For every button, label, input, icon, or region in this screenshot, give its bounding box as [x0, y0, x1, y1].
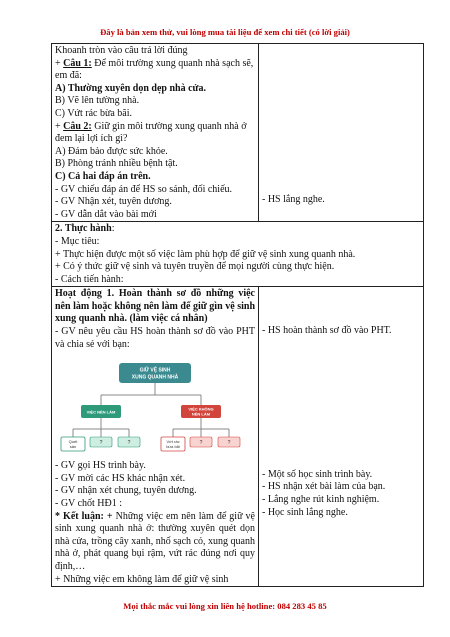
- diagram-left-branch-node: [81, 405, 121, 418]
- q2-option-b: B) Phòng tránh nhiều bệnh tật.: [55, 158, 178, 170]
- diagram-right-leaf-1: [161, 437, 185, 451]
- diagram-right-leaf-3: [218, 437, 240, 447]
- diagram-left-leaf-2-label: ?: [99, 440, 103, 447]
- lesson-page: [51, 43, 417, 585]
- q1-option-b: B) Vẽ lên tường nhà.: [55, 95, 140, 107]
- diagram-right-leaf-1-label-1: Vứt rác: [166, 439, 180, 445]
- diagram-left-branch-label: VIỆC NÊN LÀM: [86, 409, 116, 415]
- activity-student-step: - Học sinh lắng nghe.: [262, 506, 348, 518]
- activity-title: Hoạt động 1. Hoàn thành sơ đồ những việc nên làm hoặc không nên làm để giữ gìn vệ sinh xung quanh nhà. (làm việc cá nhân): [55, 288, 255, 325]
- practice-goal-label: - Mục tiêu:: [55, 235, 100, 247]
- activity-instruction: - GV nêu yêu cầu HS hoàn thành sơ đồ vào PHT và chia sẻ với bạn:: [55, 326, 255, 350]
- q2-prefix: +: [55, 120, 64, 132]
- q2-option-a: A) Đảm bảo được sức khỏe.: [55, 145, 168, 157]
- lesson-table: [51, 43, 424, 587]
- activity-teacher-step: - GV chốt HĐ1 :: [55, 498, 123, 510]
- activity-teacher-cell: [52, 287, 259, 587]
- diagram-left-leaf-1-label-2: sân: [69, 444, 77, 450]
- diagram-root-node: [119, 363, 191, 383]
- q1-option-c: C) Vứt rác bừa bãi.: [55, 107, 133, 119]
- quiz-teacher-step: - GV chiếu đáp án để HS so sánh, đối chiếu.: [55, 183, 233, 195]
- activity-teacher-step: - GV gọi HS trình bày.: [55, 460, 146, 472]
- diagram-right-branch-label-1: VIỆC KHÔNG: [188, 406, 214, 412]
- practice-method: - Cách tiến hành:: [55, 273, 124, 285]
- quiz-teacher-step: - GV Nhận xét, tuyên dương.: [55, 196, 172, 208]
- diagram-right-leaf-2: [190, 437, 212, 447]
- diagram-root-label-1: GIỮ VỆ SINH: [139, 367, 171, 374]
- quiz-student-cell: [259, 44, 424, 222]
- q1-text: Để môi trường xung quanh nhà sạch sẽ, em đã:: [55, 57, 254, 82]
- activity-conclusion: [55, 511, 255, 574]
- activity-student-step: - Một số học sinh trình bày.: [262, 468, 373, 480]
- practice-goal: + Thực hiện được một số việc làm phù hợp để giữ vệ sinh xung quanh nhà.: [55, 248, 356, 260]
- diagram-left-leaf-3: [118, 437, 140, 447]
- activity-row: [52, 287, 424, 587]
- q2-option-c: C) Cả hai đáp án trên.: [55, 170, 151, 182]
- diagram-root-label-2: XUNG QUANH NHÀ: [131, 374, 179, 381]
- quiz-teacher-cell: [52, 44, 259, 222]
- q2-label: Câu 2:: [63, 120, 92, 132]
- diagram-right-leaf-2-label: ?: [199, 440, 203, 447]
- question-1: [55, 58, 255, 83]
- quiz-student-step: - HS lắng nghe.: [262, 194, 325, 205]
- diagram-right-leaf-1-label-2: bừa bãi: [166, 444, 180, 450]
- activity-student-step: - HS nhận xét bài làm của bạn.: [262, 481, 386, 493]
- practice-cell: [52, 222, 424, 287]
- practice-row: [52, 222, 424, 287]
- footer-banner: Mọi thắc mắc vui lòng xin liên hệ hotline: 084 283 45 85: [123, 601, 327, 611]
- mind-map-diagram: [55, 353, 255, 459]
- header-banner: Đây là bản xem thử, vui lòng mua tài liệu để xem chi tiết (có lời giải): [100, 27, 350, 37]
- diagram-left-leaf-3-label: ?: [127, 440, 131, 447]
- activity-student-step: - Lắng nghe rút kinh nghiệm.: [262, 494, 380, 506]
- quiz-intro: Khoanh tròn vào câu trả lời đúng: [55, 45, 188, 56]
- diagram-right-branch-label-2: NÊN LÀM: [191, 411, 211, 417]
- quiz-teacher-step: - GV dẫn dắt vào bài mới: [55, 208, 157, 220]
- q1-option-a: A) Thường xuyên dọn dẹp nhà cửa.: [55, 82, 207, 94]
- conclusion-label: * Kết luận: +: [55, 510, 113, 522]
- activity-conclusion-2: + Những việc em không làm để giữ vệ sinh: [55, 573, 229, 585]
- q1-prefix: +: [55, 57, 64, 69]
- activity-teacher-step: - GV mời các HS khác nhận xét.: [55, 472, 186, 484]
- quiz-row: [52, 44, 424, 222]
- diagram-right-branch-node: [181, 405, 221, 418]
- question-2: [55, 121, 255, 146]
- conclusion-text: Những việc em nên làm để giữ vệ sinh xung quanh nhà ở: thường xuyên quét dọn nhà cửa, trồng cây xanh, nhổ sạch cỏ, xung quanh nhà ở, phát quang bụi rậm, vứt rác đúng nơi quy định,…: [55, 510, 255, 572]
- q1-label: Câu 1:: [63, 57, 92, 69]
- practice-title-suffix: :: [111, 223, 115, 235]
- diagram-left-leaf-1: [61, 437, 85, 451]
- diagram-left-leaf-1-label-1: Quét: [68, 439, 78, 445]
- activity-student-cell: [259, 287, 424, 587]
- diagram-left-leaf-2: [90, 437, 112, 447]
- diagram-right-leaf-3-label: ?: [227, 440, 231, 447]
- practice-goal: + Có ý thức giữ vệ sinh và tuyên truyền để mọi người cùng thực hiện.: [55, 261, 335, 273]
- q2-text: Giữ gìn môi trường xung quanh nhà ở đem lại lợi ích gì?: [55, 120, 247, 145]
- practice-title-text: 2. Thực hành: [55, 223, 112, 235]
- activity-teacher-step: - GV nhận xét chung, tuyên dương.: [55, 485, 197, 497]
- activity-student-response: - HS hoàn thành sơ đồ vào PHT.: [262, 325, 392, 337]
- practice-title: [55, 223, 420, 236]
